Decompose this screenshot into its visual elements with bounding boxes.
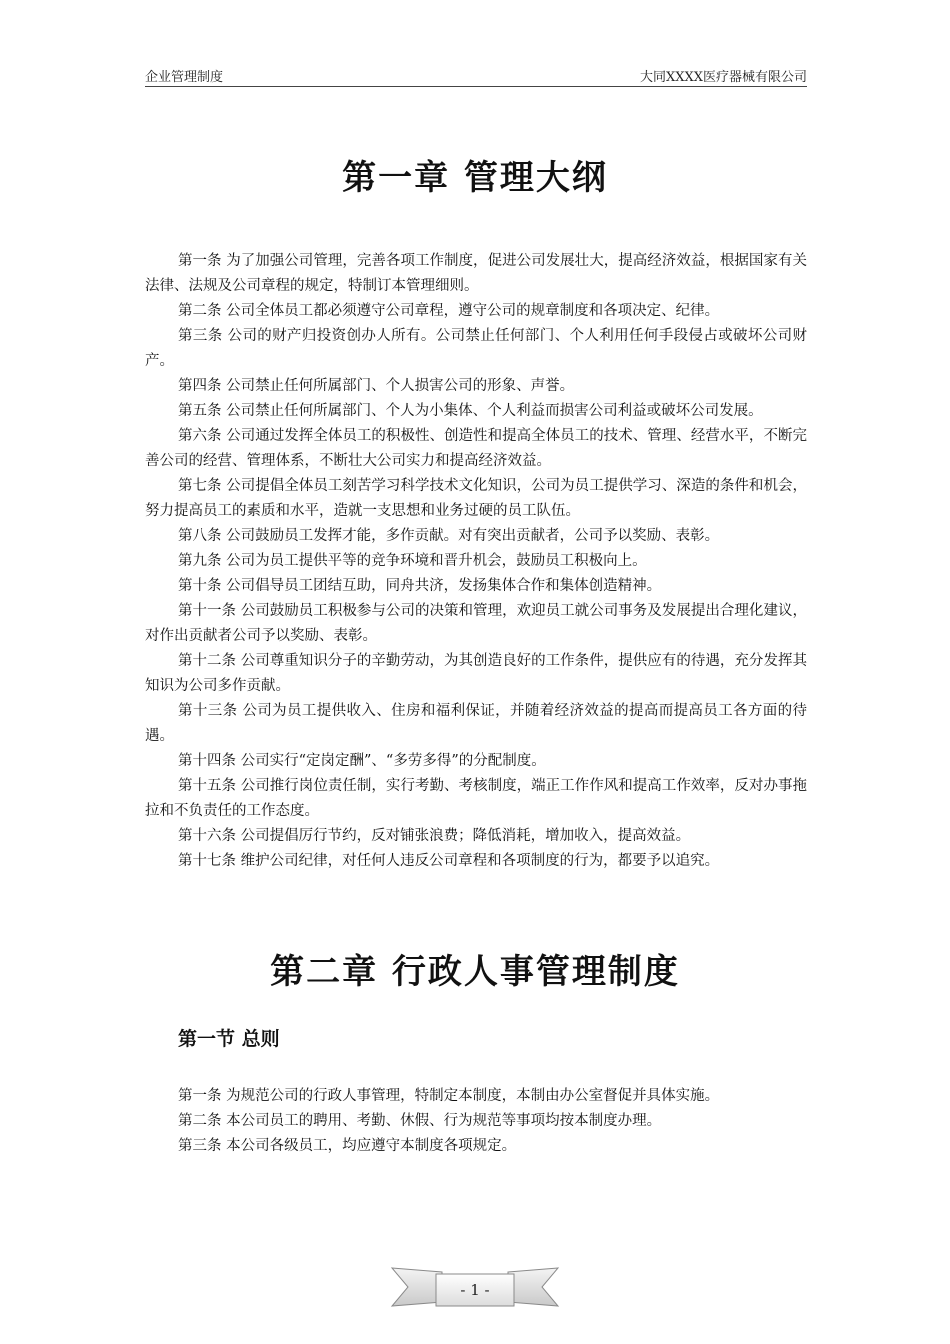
page-number: - 1 - — [460, 1281, 490, 1299]
article-4: 第四条 公司禁止任何所属部门、个人损害公司的形象、声誉。 — [178, 378, 575, 394]
article-1: 第一条 为了加强公司管理，完善各项工作制度，促进公司发展壮大，提高经济效益，根据国家有关法律、法规及公司章程的规定，特制订本管理细则。 — [145, 253, 807, 294]
article-14: 第十四条 公司实行“定岗定酬”、“多劳多得”的分配制度。 — [178, 753, 546, 769]
article-5: 第五条 公司禁止任何所属部门、个人为小集体、个人利益而损害公司利益或破坏公司发展。 — [178, 403, 763, 419]
article-16: 第十六条 公司提倡厉行节约，反对铺张浪费；降低消耗，增加收入，提高效益。 — [178, 828, 691, 844]
article-12: 第十二条 公司尊重知识分子的辛勤劳动，为其创造良好的工作条件，提供应有的待遇，充分发挥其知识为公司多作贡献。 — [145, 653, 807, 694]
article-2: 第二条 公司全体员工都必须遵守公司章程，遵守公司的规章制度和各项决定、纪律。 — [178, 303, 720, 319]
article-10: 第十条 公司倡导员工团结互助，同舟共济，发扬集体合作和集体创造精神。 — [178, 578, 662, 594]
chapter-1-articles — [145, 249, 807, 874]
article-3: 第三条 公司的财产归投资创办人所有。公司禁止任何部门、个人利用任何手段侵占或破坏公司财产。 — [145, 328, 807, 369]
section-article-1: 第一条 为规范公司的行政人事管理，特制定本制度，本制由办公室督促并具体实施。 — [178, 1088, 720, 1104]
chapter-2-title: 第二章 行政人事管理制度 — [270, 952, 680, 992]
section-article-2: 第二条 本公司员工的聘用、考勤、休假、行为规范等事项均按本制度办理。 — [178, 1113, 662, 1129]
page-footer — [390, 1262, 560, 1318]
page-header — [145, 66, 807, 87]
article-13: 第十三条 公司为员工提供收入、住房和福利保证，并随着经济效益的提高而提高员工各方面的待遇。 — [145, 703, 807, 744]
section-1-title: 第一节 总则 — [178, 1028, 280, 1050]
article-7: 第七条 公司提倡全体员工刻苦学习科学技术文化知识，公司为员工提供学习、深造的条件和机会，努力提高员工的素质和水平，造就一支思想和业务过硬的员工队伍。 — [145, 478, 807, 519]
article-11: 第十一条 公司鼓励员工积极参与公司的决策和管理，欢迎员工就公司事务及发展提出合理化建议，对作出贡献者公司予以奖励、表彰。 — [145, 603, 807, 644]
header-right-text: 大同XXXX医疗器械有限公司 — [639, 70, 807, 85]
header-left-text: 企业管理制度 — [145, 70, 224, 85]
section-article-3: 第三条 本公司各级员工，均应遵守本制度各项规定。 — [178, 1138, 517, 1154]
article-6: 第六条 公司通过发挥全体员工的积极性、创造性和提高全体员工的技术、管理、经营水平，不断完善公司的经营、管理体系，不断壮大公司实力和提高经济效益。 — [145, 428, 807, 469]
section-1-articles — [145, 1084, 807, 1159]
chapter-1-title: 第一章 管理大纲 — [342, 158, 608, 198]
article-8: 第八条 公司鼓励员工发挥才能，多作贡献。对有突出贡献者，公司予以奖励、表彰。 — [178, 528, 720, 544]
article-9: 第九条 公司为员工提供平等的竞争环境和晋升机会，鼓励员工积极向上。 — [178, 553, 647, 569]
article-17: 第十七条 维护公司纪律，对任何人违反公司章程和各项制度的行为，都要予以追究。 — [178, 853, 720, 869]
article-15: 第十五条 公司推行岗位责任制，实行考勤、考核制度，端正工作作风和提高工作效率，反对办事拖拉和不负责任的工作态度。 — [145, 778, 807, 819]
